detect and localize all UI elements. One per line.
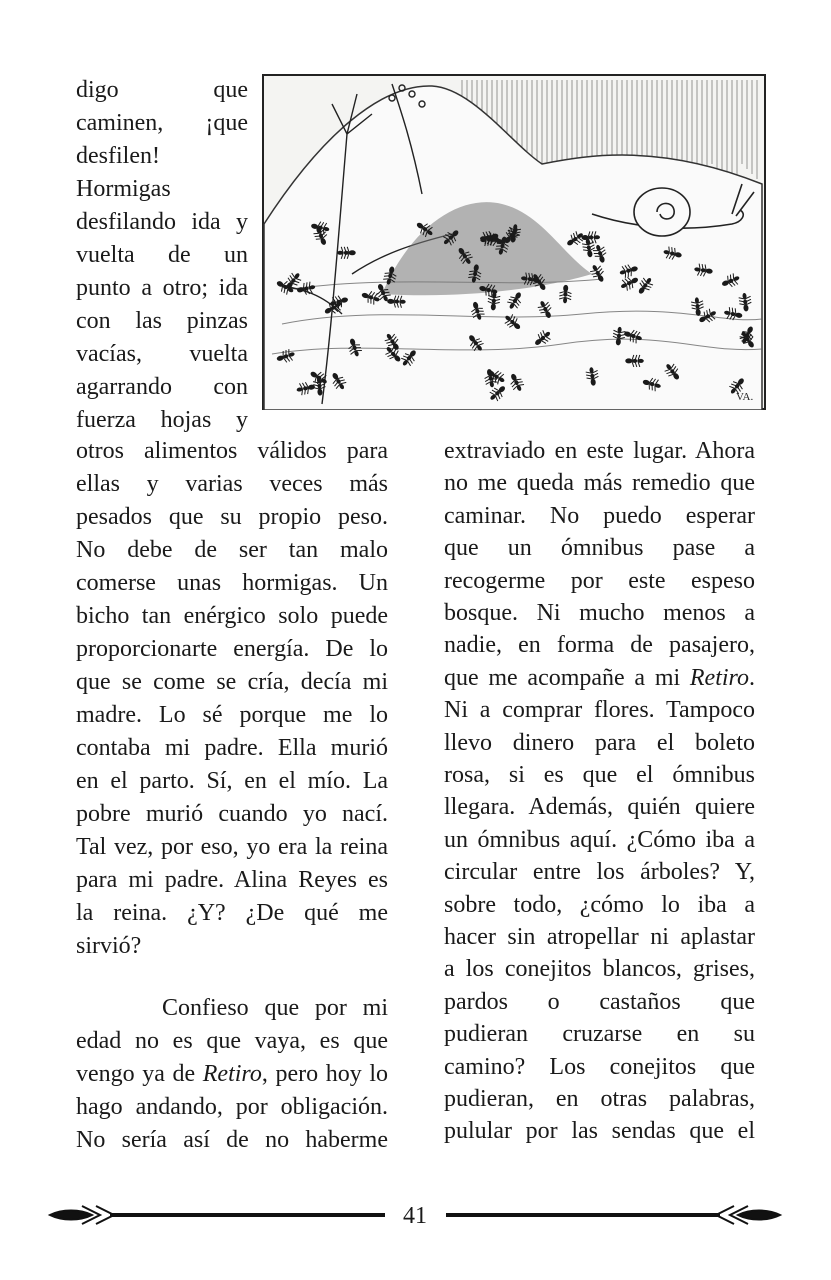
- right-column-line: extraviado en este lugar. Ahora: [444, 438, 755, 464]
- right-column-line: circular entre los árboles? Y,: [444, 859, 755, 886]
- right-column-line: un ómnibus aquí. ¿Cómo iba a: [444, 826, 755, 853]
- page-number: 41: [403, 1203, 427, 1229]
- paragraph-2-line-3: [76, 1058, 388, 1090]
- right-column-line: pudieran, en otras palabras,: [444, 1086, 755, 1112]
- left-narrow-line: fuerza hojas y: [76, 407, 248, 433]
- right-column-line: rosa, si es que el ómnibus: [444, 762, 755, 788]
- left-full-line: comerse unas hormigas. Un: [76, 570, 388, 596]
- left-narrow-line: Hormigas: [76, 176, 171, 202]
- left-narrow-line: vacías, vuelta: [76, 341, 248, 367]
- right-column-line: caminar. No puedo esperar: [444, 502, 755, 529]
- left-full-line: otros alimentos válidos para: [76, 438, 388, 464]
- left-full-line: sirvió?: [76, 933, 142, 959]
- paragraph-2-line-5: No sería así de no haberme: [76, 1127, 388, 1153]
- left-full-line: ellas y varias veces más: [76, 471, 388, 497]
- left-full-line: para mi padre. Alina Reyes es: [76, 867, 388, 893]
- right-column-line: no me queda más remedio que: [444, 470, 755, 497]
- left-narrow-line: desfilando ida y: [76, 209, 248, 235]
- italic-retiro: Retiro: [689, 664, 749, 691]
- left-narrow-line: caminen, ¡que: [76, 110, 248, 136]
- paragraph-2-line-4: hago andando, por obligación.: [76, 1094, 388, 1120]
- right-column-line: pudieran cruzarse en su: [444, 1021, 755, 1048]
- left-full-line: pesados que su propio peso.: [76, 504, 388, 530]
- right-column-line: camino? Los conejitos que: [444, 1053, 755, 1080]
- text-run: que me acompañe a mi: [444, 664, 690, 691]
- right-column-line: Ni a comprar flores. Tampoco: [444, 697, 755, 724]
- left-narrow-line: punto a otro; ida: [76, 275, 248, 301]
- left-full-line: que se come se cría, decía mi: [76, 669, 388, 695]
- right-column-line: pulular por las sendas que el: [444, 1118, 755, 1145]
- left-full-line: contaba mi padre. Ella murió: [76, 735, 388, 761]
- illustration-signature: VA.: [736, 391, 754, 403]
- text-run: .: [749, 664, 755, 691]
- right-column-line: sobre todo, ¿cómo lo iba a: [444, 891, 755, 918]
- right-column-line: recogerme por este espeso: [444, 567, 755, 594]
- right-column-line: [444, 662, 755, 694]
- paragraph-2-line-2: edad no es que vaya, es que: [76, 1028, 388, 1054]
- left-full-line: No debe de ser tan malo: [76, 537, 388, 563]
- left-narrow-line: desfilen!: [76, 143, 160, 169]
- left-narrow-line: agarrando con: [76, 374, 248, 400]
- left-narrow-line: vuelta de un: [76, 242, 248, 268]
- left-narrow-line: con las pinzas: [76, 308, 248, 334]
- right-column-line: bosque. Ni mucho menos a: [444, 600, 755, 626]
- left-full-line: pobre murió cuando yo nací.: [76, 801, 388, 827]
- right-column-line: hacer sin atropellar ni aplastar: [444, 924, 755, 950]
- left-full-line: bicho tan enérgico solo puede: [76, 603, 388, 629]
- ants-snail-illustration: [262, 74, 766, 410]
- text-run: , pero hoy lo: [261, 1061, 388, 1087]
- right-column-line: que un ómnibus pase a: [444, 535, 755, 562]
- italic-retiro: Retiro: [202, 1061, 262, 1087]
- left-full-line: Tal vez, por eso, yo era la reina: [76, 834, 388, 860]
- left-full-line: proporcionarte energía. De lo: [76, 636, 388, 662]
- right-column-line: a los conejitos blancos, grises,: [444, 956, 755, 983]
- paragraph-2-line-1: Confieso que por mi: [162, 995, 388, 1021]
- right-column-line: llegara. Además, quién quiere: [444, 794, 755, 821]
- left-full-line: en el parto. Sí, en el mío. La: [76, 768, 388, 794]
- right-column-line: nadie, en forma de pasajero,: [444, 632, 755, 659]
- right-column-line: llevo dinero para el boleto: [444, 729, 755, 756]
- text-run: vengo ya de: [76, 1061, 203, 1087]
- left-full-line: madre. Lo sé porque me lo: [76, 702, 388, 728]
- left-full-line: la reina. ¿Y? ¿De qué me: [76, 900, 388, 926]
- right-column-line: pardos o castaños que: [444, 988, 755, 1015]
- left-narrow-line: digo que: [76, 77, 248, 103]
